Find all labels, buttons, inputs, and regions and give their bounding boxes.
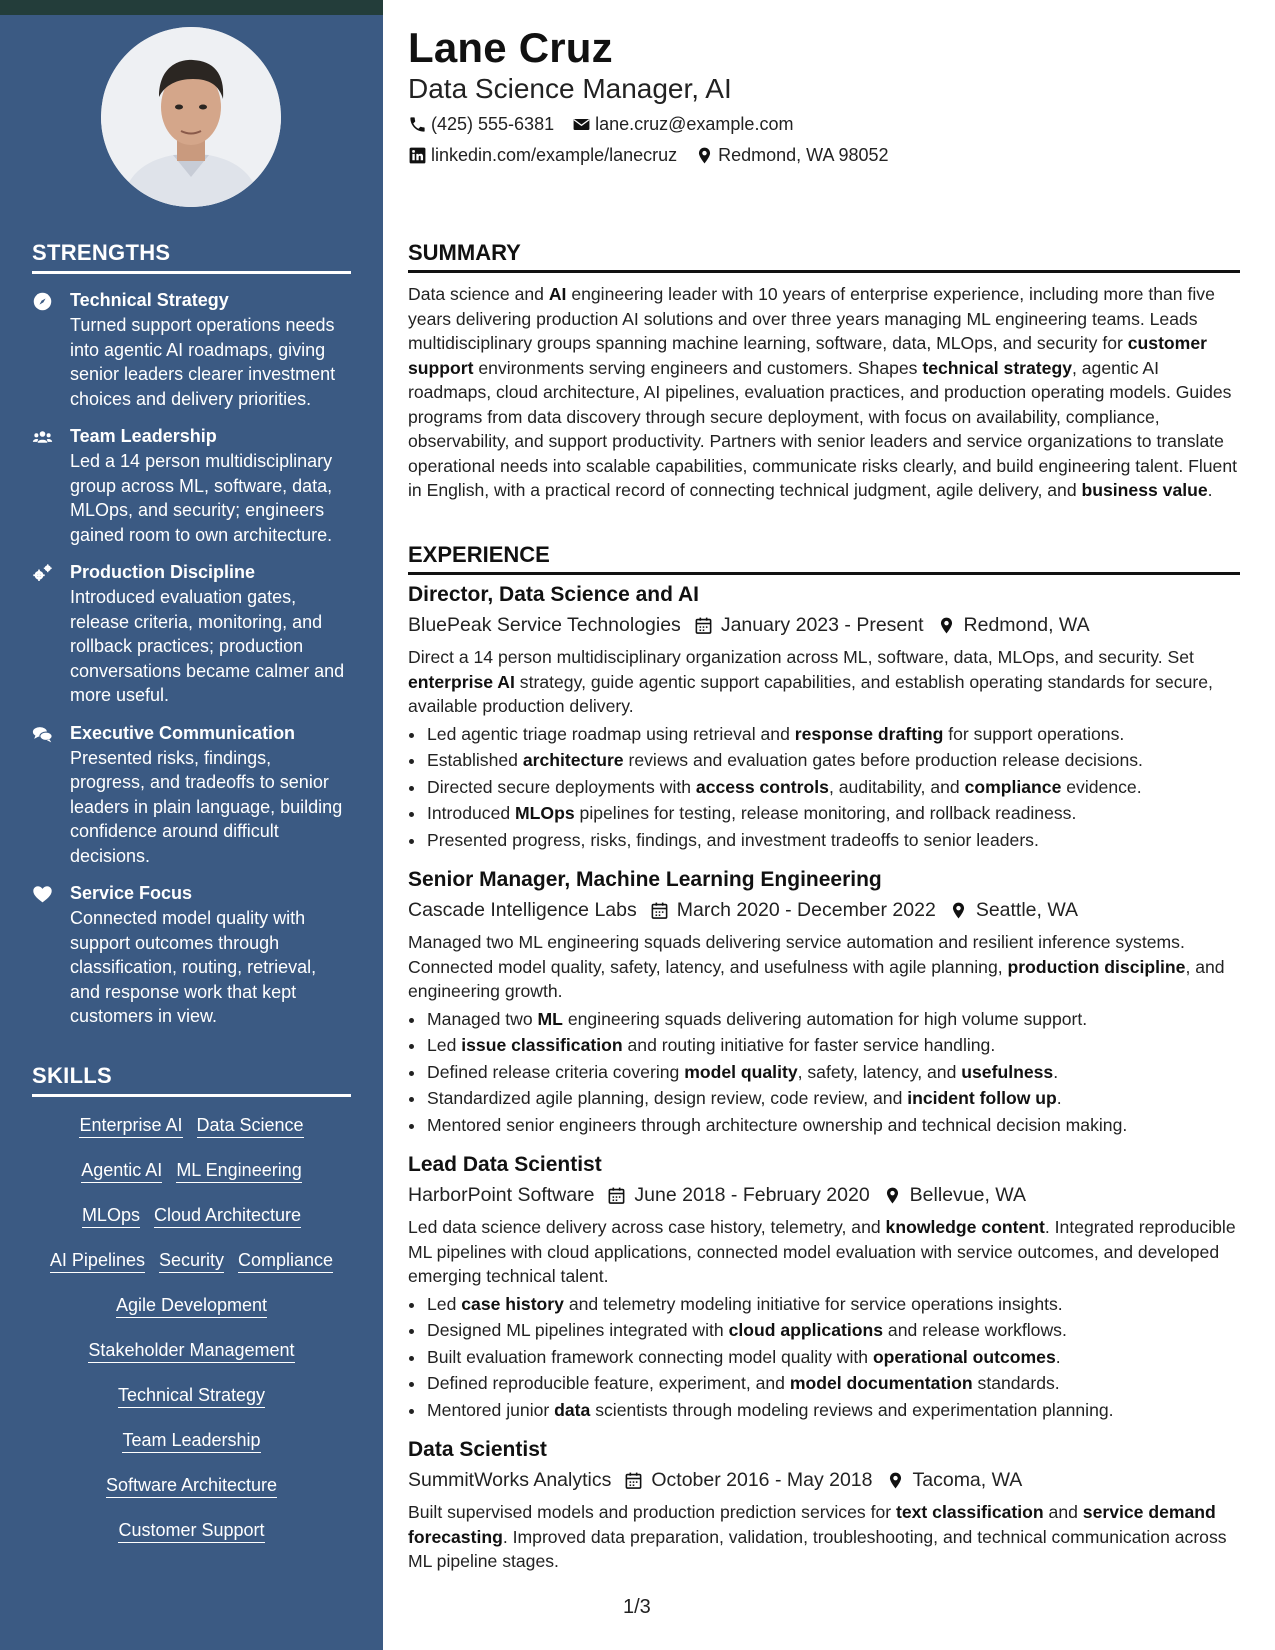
- text-run: Presented progress, risks, findings, and investment tradeoffs to senior leaders.: [427, 829, 1039, 850]
- email-text: lane.cruz@example.com: [595, 114, 794, 134]
- text-run: Led data science delivery across case history, telemetry, and: [408, 1217, 886, 1237]
- compass-icon: [32, 288, 70, 411]
- calendar-icon: [607, 1186, 626, 1205]
- text-run: , agentic AI roadmaps, cloud architecture, AI pipelines, evaluation practices, and production operating models. Guides programs from data discovery through secure deployment, with focus on availability, compliance, observability, and support productivity. Partners with senior leaders and service organizations to translate operational needs into scalable capabilities, communicate risks clearly, and build engineering talent. Fluent in English, with a practical record of connecting technical judgment, agile delivery, and: [408, 357, 1238, 500]
- job-description: [408, 1215, 1240, 1289]
- text-run: , safety, latency, and: [797, 1061, 962, 1082]
- emphasis-text: incident follow up: [907, 1088, 1057, 1108]
- skill-tag: Stakeholder Management: [88, 1338, 294, 1363]
- text-run: evidence.: [1061, 776, 1142, 797]
- strength-desc: Presented risks, findings, progress, and tradeoffs to senior leaders in plain language, building confidence around difficult decisions.: [70, 747, 343, 866]
- bullet-item: [426, 1006, 1240, 1033]
- job-title: Data Scientist: [408, 1438, 547, 1461]
- envelope-icon: [572, 115, 591, 134]
- text-run: and: [1043, 1502, 1083, 1522]
- map-pin-icon: [886, 1471, 905, 1490]
- bullet-item: [426, 1085, 1240, 1112]
- text-run: environments serving engineers and customers. Shapes: [473, 357, 923, 378]
- candidate-name: Lane Cruz: [408, 24, 613, 71]
- text-run: .: [1053, 1061, 1059, 1082]
- job-meta: [408, 1465, 1240, 1495]
- strength-item: [32, 881, 351, 1029]
- job-meta: [408, 610, 1240, 640]
- emphasis-text: response drafting: [794, 723, 944, 744]
- emphasis-text: operational outcomes: [872, 1346, 1056, 1367]
- strengths-heading: STRENGTHS: [32, 240, 351, 274]
- summary-text: [408, 282, 1240, 503]
- skills-list: [32, 1113, 351, 1563]
- skill-tag: Agile Development: [116, 1293, 267, 1318]
- strength-title: Team Leadership: [70, 426, 217, 446]
- sidebar: [0, 0, 383, 1650]
- summary-section: [408, 240, 1240, 503]
- text-run: Led agentic triage roadmap using retrieval and: [427, 723, 795, 744]
- bullet-item: [426, 1397, 1240, 1424]
- text-run: Defined release criteria covering: [427, 1061, 685, 1082]
- skill-tag: Team Leadership: [122, 1428, 260, 1453]
- text-run: standards.: [972, 1373, 1060, 1393]
- text-run: Built supervised models and production prediction services for: [408, 1502, 896, 1522]
- job-description: [408, 1500, 1240, 1574]
- job-location: Seattle, WA: [975, 899, 1079, 921]
- contact-row-2: [408, 145, 907, 166]
- strength-item: [32, 288, 351, 411]
- text-run: , and engineering growth.: [408, 956, 1225, 1001]
- emphasis-text: cloud applications: [728, 1320, 884, 1340]
- skill-tag: ML Engineering: [176, 1158, 301, 1183]
- gears-icon: [32, 560, 70, 708]
- location-text: Redmond, WA 98052: [718, 145, 889, 165]
- job-location: Bellevue, WA: [909, 1184, 1026, 1206]
- map-pin-icon: [937, 616, 956, 635]
- bullet-item: [426, 1291, 1240, 1318]
- text-run: Led: [427, 1293, 462, 1314]
- text-run: .: [1055, 1346, 1061, 1367]
- emphasis-text: usefulness: [961, 1061, 1054, 1082]
- emphasis-text: service demand forecasting: [408, 1502, 1216, 1547]
- text-run: Introduced: [427, 803, 516, 823]
- map-pin-icon: [949, 901, 968, 920]
- text-run: Mentored senior engineers through architecture ownership and technical decision making.: [427, 1114, 1128, 1135]
- text-run: Established: [427, 750, 523, 770]
- text-run: Directed secure deployments with: [427, 776, 696, 797]
- linkedin-contact[interactable]: [408, 145, 677, 166]
- linkedin-text: linkedin.com/example/lanecruz: [431, 145, 678, 165]
- strength-item: [32, 560, 351, 708]
- skill-tag: MLOps: [82, 1203, 140, 1228]
- text-run: Defined reproducible feature, experiment, and: [427, 1373, 790, 1393]
- calendar-icon: [694, 616, 713, 635]
- text-run: . Improved data preparation, validation, troubleshooting, and technical communication across ML pipeline stages.: [408, 1526, 1227, 1571]
- job-entry: [408, 1435, 1240, 1574]
- job-meta: [408, 895, 1240, 925]
- comments-icon: [32, 721, 70, 869]
- emphasis-text: enterprise AI: [408, 671, 515, 692]
- location-contact: [695, 145, 888, 166]
- emphasis-text: ML: [537, 1008, 563, 1029]
- strength-title: Service Focus: [70, 883, 193, 903]
- emphasis-text: issue classification: [461, 1035, 623, 1055]
- emphasis-text: AI: [548, 284, 567, 304]
- page-number: 1/3: [623, 1596, 651, 1618]
- emphasis-text: customer support: [408, 333, 1207, 378]
- job-location: Tacoma, WA: [912, 1469, 1023, 1491]
- emphasis-text: production discipline: [1007, 956, 1186, 977]
- map-pin-icon: [695, 146, 714, 165]
- skill-tag: Data Science: [197, 1113, 304, 1138]
- text-run: reviews and evaluation gates before production release decisions.: [623, 750, 1143, 770]
- strength-title: Production Discipline: [70, 562, 256, 582]
- job-entry: [408, 1150, 1240, 1423]
- job-bullets: [408, 1006, 1240, 1139]
- emphasis-text: model quality: [684, 1061, 798, 1082]
- sidebar-top-accent: [0, 0, 383, 15]
- strength-item: [32, 721, 351, 869]
- skill-tag: Compliance: [238, 1248, 333, 1273]
- bullet-item: [426, 1344, 1240, 1371]
- bullet-item: [426, 1317, 1240, 1344]
- emphasis-text: case history: [461, 1293, 564, 1314]
- map-pin-icon: [883, 1186, 902, 1205]
- skill-tag: Technical Strategy: [118, 1383, 265, 1408]
- bullet-item: [426, 1112, 1240, 1139]
- strength-item: [32, 424, 351, 547]
- text-run: and routing initiative for faster service handling.: [622, 1035, 996, 1055]
- text-run: pipelines for testing, release monitoring, and rollback readiness.: [574, 803, 1077, 823]
- bullet-item: [426, 774, 1240, 801]
- text-run: Standardized agile planning, design review, code review, and: [427, 1088, 908, 1108]
- strength-desc: Introduced evaluation gates, release criteria, monitoring, and rollback practices; production conversations became calmer and more useful.: [70, 587, 345, 705]
- linkedin-icon: [408, 146, 427, 165]
- company-name: HarborPoint Software: [408, 1184, 595, 1206]
- text-run: Managed two: [427, 1008, 538, 1029]
- skills-heading: SKILLS: [32, 1063, 351, 1097]
- text-run: Led: [427, 1035, 462, 1055]
- text-run: scientists through modeling reviews and experimentation planning.: [590, 1399, 1114, 1420]
- company-name: Cascade Intelligence Labs: [408, 899, 637, 921]
- bullet-item: [426, 1032, 1240, 1059]
- users-icon: [32, 424, 70, 547]
- email-contact[interactable]: [572, 114, 793, 135]
- candidate-title: Data Science Manager, AI: [408, 73, 732, 104]
- job-bullets: [408, 1291, 1240, 1424]
- strengths-section: [32, 240, 351, 1042]
- emphasis-text: access controls: [695, 776, 829, 797]
- skill-tag: AI Pipelines: [50, 1248, 145, 1273]
- emphasis-text: knowledge content: [885, 1217, 1045, 1237]
- job-title: Lead Data Scientist: [408, 1153, 602, 1176]
- emphasis-text: MLOps: [515, 803, 575, 823]
- calendar-icon: [650, 901, 669, 920]
- text-run: .: [1207, 480, 1213, 500]
- contact-row-1: [408, 114, 811, 135]
- emphasis-text: text classification: [896, 1502, 1044, 1522]
- job-dates: January 2023 - Present: [720, 614, 924, 636]
- text-run: Built evaluation framework connecting model quality with: [427, 1346, 873, 1367]
- experience-heading: EXPERIENCE: [408, 542, 1240, 575]
- text-run: .: [1056, 1088, 1062, 1108]
- text-run: and release workflows.: [883, 1320, 1067, 1340]
- bullet-item: [426, 800, 1240, 827]
- skill-tag: Customer Support: [118, 1518, 264, 1543]
- text-run: Designed ML pipelines integrated with: [427, 1320, 729, 1340]
- strength-desc: Led a 14 person multidisciplinary group across ML, software, data, MLOps, and security; engineers gained room to own architecture.: [70, 451, 333, 545]
- bullet-item: [426, 747, 1240, 774]
- calendar-icon: [624, 1471, 643, 1490]
- text-run: and telemetry modeling initiative for service operations insights.: [563, 1293, 1063, 1314]
- phone-text: (425) 555-6381: [431, 114, 555, 134]
- job-dates: March 2020 - December 2022: [676, 899, 936, 921]
- emphasis-text: model documentation: [789, 1373, 973, 1393]
- job-title: Director, Data Science and AI: [408, 583, 699, 606]
- emphasis-text: data: [554, 1399, 591, 1420]
- company-name: BluePeak Service Technologies: [408, 614, 681, 636]
- bullet-item: [426, 827, 1240, 854]
- bullet-item: [426, 1370, 1240, 1397]
- heart-icon: [32, 881, 70, 1029]
- text-run: Mentored junior: [427, 1399, 555, 1420]
- job-title: Senior Manager, Machine Learning Engineering: [408, 868, 882, 891]
- job-description: [408, 645, 1240, 719]
- skill-tag: Enterprise AI: [79, 1113, 182, 1138]
- text-run: for support operations.: [943, 723, 1125, 744]
- experience-section: [408, 542, 1240, 1586]
- text-run: engineering squads delivering automation for high volume support.: [562, 1008, 1088, 1029]
- summary-heading: SUMMARY: [408, 240, 1240, 273]
- job-entry: [408, 580, 1240, 853]
- job-dates: October 2016 - May 2018: [651, 1469, 873, 1491]
- phone-icon: [408, 115, 427, 134]
- text-run: strategy, guide agentic support capabilities, and establish operating standards for secure, available production delivery.: [408, 671, 1213, 716]
- company-name: SummitWorks Analytics: [408, 1469, 612, 1491]
- text-run: , auditability, and: [828, 776, 965, 797]
- text-run: Managed two ML engineering squads delivering service automation and resilient inference systems. Connected model quality, safety, latency, and usefulness with agile planning,: [408, 932, 1185, 977]
- emphasis-text: architecture: [522, 750, 624, 770]
- job-description: [408, 930, 1240, 1004]
- bullet-item: [426, 721, 1240, 748]
- strength-title: Technical Strategy: [70, 290, 229, 310]
- job-meta: [408, 1180, 1240, 1210]
- strength-desc: Connected model quality with support outcomes through classification, routing, retrieval, and response work that kept customers in view.: [70, 908, 317, 1026]
- job-entry: [408, 865, 1240, 1138]
- skill-tag: Security: [159, 1248, 224, 1273]
- skill-tag: Agentic AI: [81, 1158, 162, 1183]
- skills-section: [32, 1063, 351, 1563]
- text-run: . Integrated reproducible ML pipelines with cloud applications, connected model evaluation with service outcomes, and developed emerging technical talent.: [408, 1217, 1236, 1286]
- job-dates: June 2018 - February 2020: [634, 1184, 870, 1206]
- text-run: Direct a 14 person multidisciplinary organization across ML, software, data, MLOps, and security. Set: [408, 647, 1194, 667]
- text-run: engineering leader with 10 years of enterprise experience, including more than five years delivering production AI solutions and over three years managing ML engineering teams. Leads multidisciplinary groups spanning machine learning, software, data, MLOps, and security for: [408, 284, 1215, 353]
- phone-contact[interactable]: [408, 114, 554, 135]
- bullet-item: [426, 1059, 1240, 1086]
- emphasis-text: technical strategy: [922, 357, 1072, 378]
- job-location: Redmond, WA: [963, 614, 1090, 636]
- strength-title: Executive Communication: [70, 722, 296, 743]
- profile-photo: [101, 27, 281, 207]
- job-bullets: [408, 721, 1240, 854]
- skill-tag: Cloud Architecture: [154, 1203, 301, 1228]
- text-run: Data science and: [408, 284, 549, 304]
- skill-tag: Software Architecture: [106, 1473, 277, 1498]
- emphasis-text: compliance: [964, 776, 1062, 797]
- strength-desc: Turned support operations needs into agentic AI roadmaps, giving senior leaders clearer investment choices and delivery priorities.: [70, 315, 336, 409]
- emphasis-text: business value: [1081, 480, 1208, 500]
